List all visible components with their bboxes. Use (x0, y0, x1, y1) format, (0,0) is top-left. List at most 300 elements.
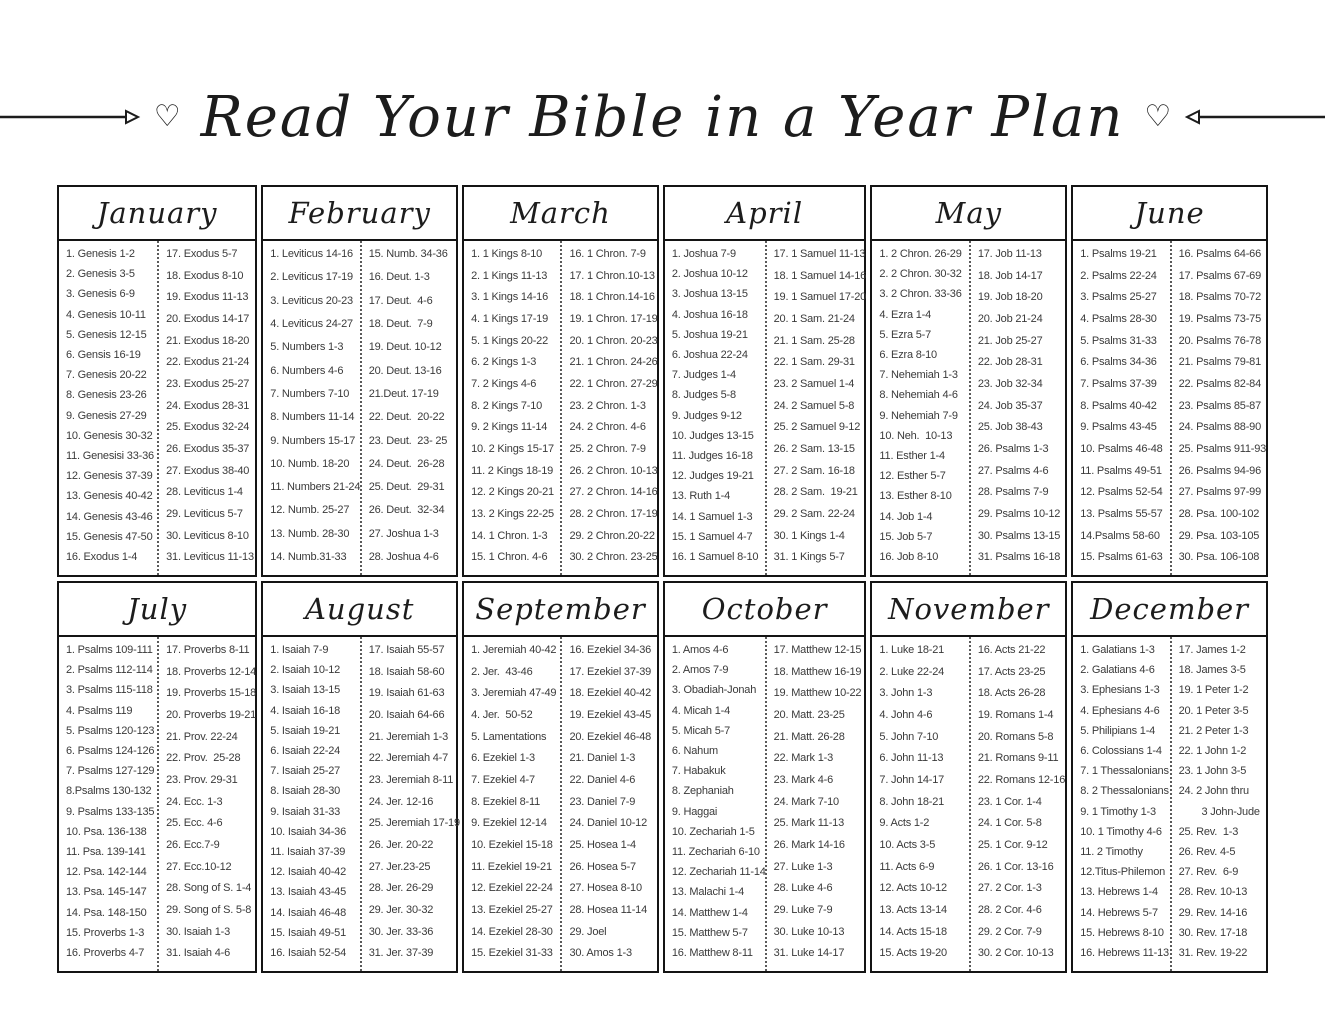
reading-entry: 5. Joshua 19-21 (671, 328, 748, 341)
reading-entry: 23. Exodus 25-27 (166, 377, 250, 390)
reading-entry: 27. 2 Sam. 16-18 (773, 464, 855, 477)
reading-entry: 27. Jer.23-25 (368, 860, 431, 873)
reading-entry: 24. 2 Chron. 4-6 (569, 421, 646, 434)
reading-entry: 4. Jer. 50-52 (471, 708, 533, 721)
reading-entry: 25. Rev. 1-3 (1178, 825, 1239, 838)
reading-entry: 17. 1 Chron.10-13 (569, 269, 655, 282)
reading-entry: 28. Jer. 26-29 (368, 882, 434, 895)
reading-entry: 22. Jeremiah 4-7 (368, 752, 449, 765)
reading-entry: 23. 1 Cor. 1-4 (977, 795, 1042, 808)
month-column-left (464, 241, 560, 575)
reading-entry: 26. 2 Chron. 10-13 (569, 464, 658, 477)
reading-entry: 14. Ezekiel 28-30 (471, 925, 553, 938)
reading-entry: 28. 2 Chron. 17-19 (569, 507, 658, 520)
month-column-left (464, 637, 560, 971)
reading-entry: 13. Psa. 145-147 (66, 886, 147, 899)
reading-entry: 15. Proverbs 1-3 (66, 926, 145, 939)
reading-entry: 1. Genesis 1-2 (66, 248, 135, 260)
reading-entry: 6. Ezekiel 1-3 (471, 752, 535, 765)
reading-entry: 6. Ezra 8-10 (879, 349, 937, 362)
reading-entry: 11. Judges 16-18 (671, 450, 753, 463)
reading-entry: 31. Isaiah 4-6 (166, 947, 230, 960)
reading-entry: 13. Malachi 1-4 (671, 886, 745, 899)
reading-entry: 27. Psalms 4-6 (977, 464, 1049, 477)
arrow-heart-decoration-right (1144, 101, 1325, 133)
reading-entry: 31. 1 Kings 5-7 (773, 551, 845, 564)
reading-entry: 1. Jeremiah 40-42 (471, 644, 557, 656)
reading-entry: 27. Exodus 38-40 (166, 464, 250, 477)
month-column-right (969, 241, 1065, 575)
month-box (1071, 185, 1268, 577)
month-body (59, 241, 255, 575)
reading-entry: 24. Deut. 26-28 (368, 457, 445, 470)
reading-entry: 13. Hebrews 1-4 (1080, 886, 1158, 899)
month-body (872, 241, 1065, 575)
reading-entry: 23. Psalms 85-87 (1178, 399, 1261, 412)
month-header (464, 583, 657, 637)
month-name: December (1090, 592, 1250, 626)
reading-entry: 4. Psalms 28-30 (1080, 312, 1157, 325)
reading-entry: 27. Psalms 97-99 (1178, 486, 1261, 499)
reading-entry: 18. Acts 26-28 (977, 687, 1046, 700)
reading-entry: 7. Psalms 127-129 (66, 765, 155, 778)
reading-entry: 7. Genesis 20-22 (66, 369, 147, 382)
month-header (1073, 583, 1266, 637)
reading-entry: 3. Jeremiah 47-49 (471, 687, 557, 700)
month-body (872, 637, 1065, 971)
reading-entry: 13. Ruth 1-4 (671, 490, 730, 503)
reading-entry: 11. Genesisi 33-36 (66, 450, 154, 463)
reading-entry: 26. 2 Sam. 13-15 (773, 442, 855, 455)
reading-entry: 25. Jeremiah 17-19 (368, 817, 460, 830)
reading-entry: 29. Psalms 10-12 (977, 507, 1061, 520)
reading-entry: 12. Psalms 52-54 (1080, 486, 1163, 499)
reading-entry: 15. 1 Samuel 4-7 (671, 530, 753, 543)
reading-entry: 20. Job 21-24 (977, 312, 1043, 325)
month-body (464, 637, 657, 971)
month-header (464, 187, 657, 241)
reading-entry: 19. Matthew 10-22 (773, 687, 862, 700)
reading-entry: 11. Psalms 49-51 (1080, 464, 1162, 477)
month-box (663, 581, 867, 973)
reading-entry: 3. Joshua 13-15 (671, 288, 748, 301)
reading-entry: 8. Isaiah 28-30 (270, 785, 341, 798)
reading-entry: 24. Exodus 28-31 (166, 399, 250, 412)
reading-entry: 16. Psalms 64-66 (1178, 248, 1261, 260)
reading-entry: 17. James 1-2 (1178, 644, 1246, 656)
reading-entry: 22. Prov. 25-28 (166, 752, 241, 765)
arrow-heart-decoration-left (0, 101, 181, 133)
reading-entry: 20. Psalms 76-78 (1178, 334, 1261, 347)
reading-entry: 20. Exodus 14-17 (166, 312, 250, 325)
reading-entry: 6. Gensis 16-19 (66, 349, 141, 362)
reading-entry: 21. Prov. 22-24 (166, 730, 238, 743)
reading-entry: 1. Luke 18-21 (879, 644, 945, 656)
reading-entry: 9. Nehemiah 7-9 (879, 409, 958, 422)
month-body (263, 637, 460, 971)
reading-entry: 24. Job 35-37 (977, 399, 1043, 412)
month-column-right (560, 637, 656, 971)
reading-entry: 3. 1 Kings 14-16 (471, 291, 548, 304)
reading-entry: 21. 1 Sam. 25-28 (773, 334, 855, 347)
reading-entry: 2. Joshua 10-12 (671, 268, 748, 281)
reading-entry: 30. 2 Chron. 23-25 (569, 551, 658, 564)
reading-entry: 11. Ezekiel 19-21 (471, 860, 552, 873)
reading-entry: 21. Job 25-27 (977, 334, 1043, 347)
reading-entry: 7. Psalms 37-39 (1080, 377, 1157, 390)
reading-entry: 23. Deut. 23- 25 (368, 434, 448, 447)
month-column-left (263, 241, 359, 575)
reading-entry: 31. Psalms 16-18 (977, 551, 1061, 564)
reading-entry: 9. Psalms 43-45 (1080, 421, 1157, 434)
reading-entry: 17. Matthew 12-15 (773, 644, 862, 656)
reading-entry: 13. 2 Kings 22-25 (471, 507, 554, 520)
reading-entry: 28. Song of S. 1-4 (166, 882, 252, 895)
reading-entry: 11. Psa. 139-141 (66, 846, 146, 859)
reading-entry: 14. 1 Chron. 1-3 (471, 529, 548, 542)
reading-entry: 23. 1 John 3-5 (1178, 765, 1247, 778)
reading-entry: 30. Rev. 17-18 (1178, 926, 1248, 939)
reading-entry: 23. Jeremiah 8-11 (368, 773, 454, 786)
reading-entry: 3. Obadiah-Jonah (671, 684, 757, 697)
reading-entry: 30. Isaiah 1-3 (166, 925, 230, 938)
reading-entry: 25. Hosea 1-4 (569, 838, 636, 851)
reading-entry: 8. Genesis 23-26 (66, 389, 147, 402)
month-box (870, 185, 1067, 577)
month-column-right (560, 241, 656, 575)
reading-entry: 9. Genesis 27-29 (66, 409, 147, 422)
reading-entry: 10. 2 Kings 15-17 (471, 442, 554, 455)
reading-entry: 19. 1 Chron. 17-19 (569, 312, 658, 325)
reading-entry: 18. Psalms 70-72 (1178, 291, 1261, 304)
reading-entry: 8. John 18-21 (879, 795, 945, 808)
reading-entry: 26. Ecc.7-9 (166, 838, 220, 851)
reading-entry: 19. 1 Samuel 17-20 (773, 291, 867, 304)
reading-entry: 31. Leviticus 11-13 (166, 551, 254, 564)
month-body (665, 241, 865, 575)
reading-entry: 20. 1 Chron. 20-23 (569, 334, 658, 347)
reading-entry: 28. 2 Sam. 19-21 (773, 486, 858, 499)
reading-entry: 14. Psa. 148-150 (66, 906, 147, 919)
reading-entry: 30. 2 Cor. 10-13 (977, 947, 1054, 960)
month-header (263, 583, 456, 637)
reading-entry: 18. Isaiah 58-60 (368, 665, 445, 678)
reading-entry: 15. 1 Chron. 4-6 (471, 551, 548, 564)
month-header (665, 187, 865, 241)
reading-entry: 22. Mark 1-3 (773, 752, 833, 765)
reading-entry: 6. Numbers 4-6 (270, 364, 344, 377)
reading-entry: 19. Proverbs 15-18 (166, 687, 257, 700)
reading-entry: 9. Haggai (671, 805, 718, 818)
reading-entry: 23. 2 Chron. 1-3 (569, 399, 646, 412)
month-column-right (157, 637, 255, 971)
reading-entry: 27. Ecc.10-12 (166, 860, 232, 873)
month-column-right (765, 637, 865, 971)
reading-entry: 4. 1 Kings 17-19 (471, 312, 548, 325)
reading-entry: 12. Acts 10-12 (879, 882, 947, 895)
reading-entry: 9. Judges 9-12 (671, 409, 742, 422)
reading-entry: 24. 2 Samuel 5-8 (773, 399, 855, 412)
reading-entry: 5. John 7-10 (879, 730, 939, 743)
month-box (57, 185, 257, 577)
reading-entry: 29. Joel (569, 925, 607, 938)
reading-entry: 16. Hebrews 11-13 (1080, 947, 1169, 960)
month-name: November (888, 592, 1050, 626)
reading-entry: 10. Psa. 136-138 (66, 825, 147, 838)
reading-entry: 3. John 1-3 (879, 687, 933, 700)
reading-entry: 24. Daniel 10-12 (569, 817, 647, 830)
reading-entry: 8. 2 Thessalonians (1080, 785, 1169, 798)
reading-entry: 5. Numbers 1-3 (270, 341, 344, 354)
month-column-left (665, 637, 765, 971)
reading-entry: 19. Isaiah 61-63 (368, 687, 445, 700)
reading-entry: 14. Isaiah 46-48 (270, 906, 346, 919)
reading-entry: 6. Nahum (671, 745, 718, 758)
month-header (263, 187, 456, 241)
reading-entry: 10. Psalms 46-48 (1080, 442, 1163, 455)
month-column-left (1073, 241, 1169, 575)
reading-entry: 8. Zephaniah (671, 785, 734, 798)
month-name: September (475, 592, 646, 626)
reading-entry: 15. Matthew 5-7 (671, 926, 748, 939)
reading-entry: 24. 1 Cor. 5-8 (977, 817, 1042, 830)
month-box (663, 185, 867, 577)
arrow-left-icon (1177, 101, 1325, 133)
month-column-left (1073, 637, 1169, 971)
reading-entry: 11. Numbers 21-24 (270, 481, 361, 494)
reading-entry: 20. 1 Peter 3-5 (1178, 704, 1249, 717)
reading-entry: 9. Acts 1-2 (879, 817, 930, 830)
month-box (261, 185, 458, 577)
reading-entry: 23. Daniel 7-9 (569, 795, 636, 808)
reading-entry: 5. Psalms 31-33 (1080, 334, 1157, 347)
reading-entry: 4. Micah 1-4 (671, 704, 730, 717)
reading-entry: 1. Isaiah 7-9 (270, 644, 329, 656)
reading-entry: 15. Isaiah 49-51 (270, 926, 346, 939)
reading-entry: 6. Psalms 34-36 (1080, 356, 1157, 369)
heart-icon: ♡ (1144, 99, 1172, 134)
reading-entry: 4. John 4-6 (879, 708, 933, 721)
month-column-right (1170, 637, 1266, 971)
reading-entry: 9. 2 Kings 11-14 (471, 421, 548, 434)
month-box (261, 581, 458, 973)
reading-entry: 6. John 11-13 (879, 752, 944, 765)
reading-entry: 19. Psalms 73-75 (1178, 312, 1261, 325)
reading-entry: 5. Ezra 5-7 (879, 328, 932, 341)
month-header (59, 583, 255, 637)
reading-entry: 22. 1 Sam. 29-31 (773, 356, 855, 369)
reading-entry: 27. Hosea 8-10 (569, 882, 642, 895)
reading-entry: 11. Esther 1-4 (879, 450, 945, 463)
reading-entry: 29. Jer. 30-32 (368, 903, 434, 916)
reading-entry: 4. Ephesians 4-6 (1080, 704, 1160, 717)
reading-entry: 7. John 14-17 (879, 773, 945, 786)
reading-entry: 27. 2 Cor. 1-3 (977, 882, 1042, 895)
reading-entry: 26. Rev. 4-5 (1178, 846, 1236, 859)
reading-entry: 7. Numbers 7-10 (270, 387, 350, 400)
month-box (462, 581, 659, 973)
reading-entry: 30. Leviticus 8-10 (166, 529, 249, 542)
reading-entry: 9. 1 Timothy 1-3 (1080, 805, 1156, 818)
reading-entry: 29. Psa. 103-105 (1178, 529, 1260, 542)
reading-entry: 18. Matthew 16-19 (773, 665, 862, 678)
reading-entry: 1. Amos 4-6 (671, 644, 729, 656)
reading-entry: 20. Isaiah 64-66 (368, 708, 445, 721)
reading-entry: 25. Mark 11-13 (773, 817, 845, 830)
page-title: Read Your Bible in a Year Plan (200, 84, 1125, 150)
reading-entry: 29. Leviticus 5-7 (166, 507, 243, 520)
reading-entry: 28. Psalms 7-9 (977, 486, 1049, 499)
reading-entry: 8. Judges 5-8 (671, 389, 736, 402)
reading-entry: 22. Job 28-31 (977, 356, 1043, 369)
reading-entry: 7. Judges 1-4 (671, 369, 736, 382)
reading-entry: 3. 2 Chron. 33-36 (879, 288, 962, 301)
month-name: May (935, 196, 1002, 230)
reading-entry: 18. Deut. 7-9 (368, 317, 433, 330)
reading-entry: 30. Psa. 106-108 (1178, 551, 1260, 564)
reading-entry: 8.Psalms 130-132 (66, 785, 152, 798)
reading-entry: 16. Isaiah 52-54 (270, 947, 346, 960)
reading-entry: 30. Amos 1-3 (569, 947, 632, 960)
reading-entry: 16. Acts 21-22 (977, 644, 1046, 656)
reading-entry: 12. Zechariah 11-14 (671, 866, 766, 879)
reading-entry: 3. Isaiah 13-15 (270, 684, 341, 697)
reading-entry: 7. Ezekiel 4-7 (471, 773, 535, 786)
month-box (1071, 581, 1268, 973)
reading-entry: 1. 2 Chron. 26-29 (879, 248, 962, 260)
month-box (57, 581, 257, 973)
reading-entry: 2. Jer. 43-46 (471, 665, 533, 678)
reading-entry: 27. 2 Chron. 14-16 (569, 486, 658, 499)
reading-entry: 28. Hosea 11-14 (569, 903, 647, 916)
reading-entry: 8. Psalms 40-42 (1080, 399, 1157, 412)
reading-entry: 15. Psalms 61-63 (1080, 551, 1163, 564)
reading-entry: 19. Deut. 10-12 (368, 341, 442, 354)
reading-entry: 22. Psalms 82-84 (1178, 377, 1261, 390)
month-name: June (1134, 196, 1205, 230)
reading-entry: 9. Isaiah 31-33 (270, 805, 341, 818)
reading-entry: 17. Psalms 67-69 (1178, 269, 1261, 282)
reading-entry: 18. James 3-5 (1178, 664, 1246, 677)
reading-entry: 5. Psalms 120-123 (66, 724, 155, 737)
reading-entry: 25. Exodus 32-24 (166, 421, 250, 434)
reading-entry: 19. 1 Peter 1-2 (1178, 684, 1249, 697)
reading-entry: 4. Genesis 10-11 (66, 308, 146, 321)
reading-entry: 17. Deut. 4-6 (368, 294, 433, 307)
reading-entry: 28. Joshua 4-6 (368, 551, 439, 564)
reading-entry: 22. Exodus 21-24 (166, 356, 250, 369)
reading-entry: 22. Romans 12-16 (977, 773, 1066, 786)
month-column-right (969, 637, 1065, 971)
reading-entry: 19. Job 18-20 (977, 291, 1043, 304)
month-column-left (263, 637, 359, 971)
reading-entry: 20. 1 Sam. 21-24 (773, 312, 855, 325)
month-name: August (304, 592, 415, 626)
reading-entry: 20. Romans 5-8 (977, 730, 1054, 743)
reading-entry: 1. Galatians 1-3 (1080, 644, 1155, 656)
reading-entry: 18. Proverbs 12-14 (166, 665, 257, 678)
reading-entry: 19. Romans 1-4 (977, 708, 1054, 721)
reading-entry: 12. Numb. 25-27 (270, 504, 350, 517)
reading-entry: 16. Deut. 1-3 (368, 271, 430, 284)
reading-entry: 13. Isaiah 43-45 (270, 886, 346, 899)
reading-entry: 30. Psalms 13-15 (977, 529, 1061, 542)
month-header (665, 583, 865, 637)
reading-entry: 8. Ezekiel 8-11 (471, 795, 541, 808)
reading-entry: 1. Psalms 19-21 (1080, 248, 1157, 260)
reading-entry: 5. Lamentations (471, 730, 547, 743)
reading-entry: 20. Deut. 13-16 (368, 364, 442, 377)
reading-entry: 27. Rev. 6-9 (1178, 866, 1239, 879)
reading-entry: 10. 1 Timothy 4-6 (1080, 825, 1162, 838)
reading-entry: 13. Genesis 40-42 (66, 490, 153, 503)
reading-entry: 26. Exodus 35-37 (166, 442, 250, 455)
reading-entry: 19. Exodus 11-13 (166, 291, 249, 304)
reading-entry: 14. 1 Samuel 1-3 (671, 510, 753, 523)
reading-entry: 20. Ezekiel 46-48 (569, 730, 652, 743)
reading-entry: 25. 2 Samuel 9-12 (773, 421, 861, 434)
reading-entry: 24. 2 John thru (1178, 785, 1249, 798)
reading-entry: 12.Titus-Philemon (1080, 866, 1166, 879)
reading-entry: 3 John-Jude (1178, 805, 1260, 818)
month-header (872, 187, 1065, 241)
month-body (665, 637, 865, 971)
reading-entry: 28. Luke 4-6 (773, 882, 833, 895)
reading-entry: 23. Mark 4-6 (773, 773, 833, 786)
reading-entry: 17. Acts 23-25 (977, 665, 1046, 678)
reading-entry: 16. Ezekiel 34-36 (569, 644, 652, 656)
reading-entry: 25. 2 Chron. 7-9 (569, 442, 646, 455)
reading-entry: 10. Neh. 10-13 (879, 429, 953, 442)
month-column-right (1170, 241, 1266, 575)
reading-entry: 4. Leviticus 24-27 (270, 317, 353, 330)
reading-entry: 1. Joshua 7-9 (671, 248, 736, 260)
reading-entry: 15. Acts 19-20 (879, 947, 947, 960)
reading-entry: 3. Psalms 115-118 (66, 684, 153, 697)
reading-entry: 3. Genesis 6-9 (66, 288, 135, 301)
reading-entry: 21.Deut. 17-19 (368, 387, 439, 400)
reading-entry: 8. Nehemiah 4-6 (879, 389, 958, 402)
reading-entry: 12. Isaiah 40-42 (270, 866, 346, 879)
reading-entry: 10. Isaiah 34-36 (270, 825, 346, 838)
month-name: July (127, 592, 188, 626)
reading-entry: 5. Isaiah 19-21 (270, 724, 341, 737)
reading-entry: 26. Jer. 20-22 (368, 838, 434, 851)
reading-entry: 4. Psalms 119 (66, 704, 133, 717)
reading-entry: 15. Job 5-7 (879, 530, 933, 543)
month-column-right (157, 241, 255, 575)
reading-entry: 3. Leviticus 20-23 (270, 294, 353, 307)
reading-entry: 31. Jer. 37-39 (368, 947, 434, 960)
reading-entry: 5. Genesis 12-15 (66, 328, 147, 341)
reading-entry: 28. Rev. 10-13 (1178, 886, 1248, 899)
month-column-left (872, 241, 968, 575)
reading-entry: 4. Joshua 16-18 (671, 308, 748, 321)
reading-entry: 24. Jer. 12-16 (368, 795, 434, 808)
reading-entry: 18. Job 14-17 (977, 269, 1043, 282)
reading-entry: 2. Leviticus 17-19 (270, 271, 353, 284)
reading-entry: 12. Genesis 37-39 (66, 470, 153, 483)
reading-entry: 25. Ecc. 4-6 (166, 817, 223, 830)
reading-entry: 7. 2 Kings 4-6 (471, 377, 537, 390)
reading-entry: 31. Rev. 19-22 (1178, 947, 1248, 960)
reading-entry: 11. 2 Kings 18-19 (471, 464, 554, 477)
reading-entry: 23. 2 Samuel 1-4 (773, 377, 855, 390)
reading-entry: 29. Luke 7-9 (773, 903, 833, 916)
reading-entry: 17. Isaiah 55-57 (368, 644, 445, 656)
reading-entry: 12. Psa. 142-144 (66, 866, 147, 879)
reading-entry: 21. 2 Peter 1-3 (1178, 724, 1249, 737)
